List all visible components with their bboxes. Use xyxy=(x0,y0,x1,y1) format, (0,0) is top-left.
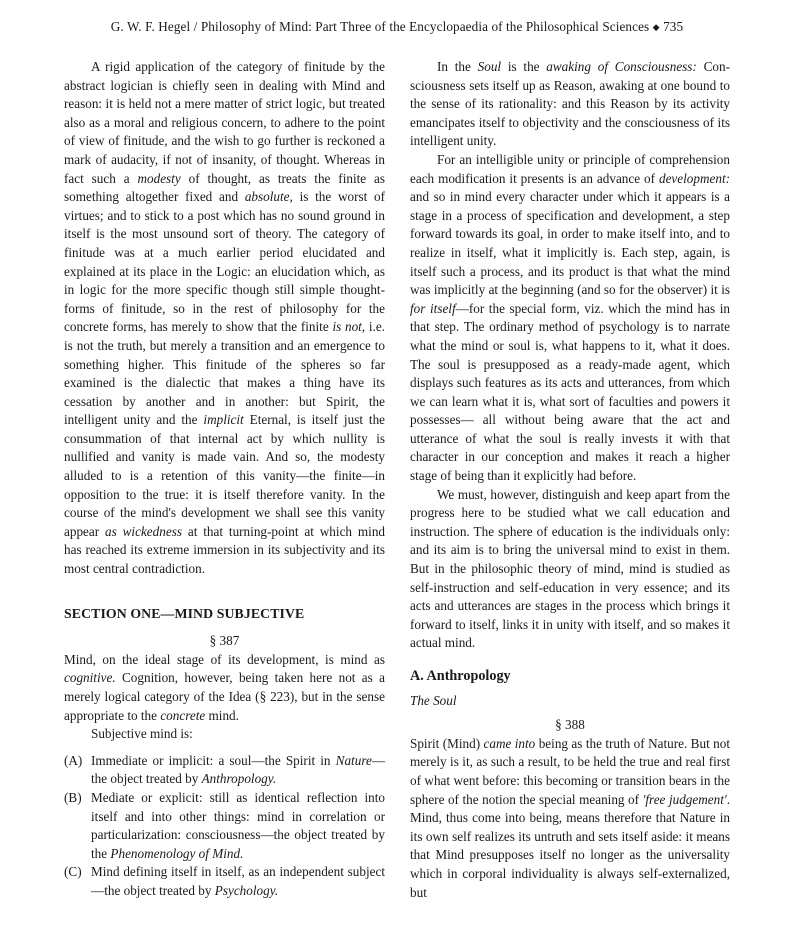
subjective-mind-list xyxy=(64,752,385,901)
paragraph-education: We must, however, distinguish and keep apart from the progress here to be studied what we call education and instruction. The sphere of education is the individuals only: and its aim is to bring the universal mind to exist in them. But in the philosophic theory of mind, mind is studied as self-instruction and self-education in very essence; and its acts and utterances are stages in the process which brings it forward to itself, links it in unity with itself, and so makes it actual mind. xyxy=(410,486,730,651)
paragraph-subjective-mind: Subjective mind is: xyxy=(91,726,193,742)
paragraph-mind-cognitive: Mind, on the ideal stage of its development, is mind as cognitive. Cognition, however, being taken here not as a merely logical category of the Idea (§ 223), but in the sense appropriate to the concrete mind. xyxy=(64,651,386,723)
page-number: 735 xyxy=(663,19,684,34)
paragraph-spirit-nature: Spirit (Mind) came into being as the truth of Nature. But not merely is it, as such a result, to be held the true and real first of what went before: this becoming or transition bears in the sphere of the notion the special meaning of 'free judgement'. Mind, thus come into being, means therefore that Nature in its own self realizes its untruth and sets itself aside: it means that Mind presupposes itself no longer as the universality which in corporal individuality is always self-externalized, but xyxy=(410,735,731,900)
paragraph-number-387: § 387 xyxy=(209,633,240,649)
right-column xyxy=(410,58,730,902)
paragraph-development: For an intelligible unity or principle of comprehension each modification it presents is an advance of development: and so in mind every character under which it appears is a stage in a process of specification and development, a step forward towards its goal, in order to make itself into, and to realize in itself, what it implicitly is. Each step, again, is itself such a process, and its product is that what the mind was implicitly at the beginning (and so for the observer) it is for itself—for the special form, viz. which the mind has in that step. The ordinary method of psychology is to narrate what the mind or soul is, what happens to it, what it does. The soul is presupposed as a ready-made agent, which displays such features as its acts and utterances, from which we can learn what it is, what sort of faculties and powers it possesses— all without being aware that the act and utterance of what the soul is really invests it with that character in our conception and makes it reach a higher stage of being than it explicitly had before. xyxy=(410,151,730,484)
running-head-title: G. W. F. Hegel / Philosophy of Mind: Part Three of the Encyclopaedia of the Philosophical Sciences xyxy=(110,19,650,34)
list-item: (A) Immediate or implicit: a soul—the Spirit in Nature—the object treated by Anthropology. xyxy=(64,752,386,787)
running-head xyxy=(0,18,794,38)
subsection-heading-soul: The Soul xyxy=(410,692,457,708)
left-column xyxy=(64,58,385,901)
paragraph-finitude: A rigid application of the category of finitude by the abstract logician is chiefly seen in dealing with Mind and reason: it is held not a mere matter of strict logic, but treated also as a moral and religious concern, to adhere to the point of view of finitude, and the wish to go further is reckoned a mark of audacity, if not of insanity, of thought. Whereas in fact such a modesty of thought, as treats the finite as something altogether fixed and absolute, is the worst of virtues; and to stick to a post which has no sound ground in itself is the most unsound sort of theory. The category of finitude was at a much earlier period elucidated and explained at its place in the Logic: an elucidation which, as in logic for the more specific though still simple thought-forms of finitude, so in the rest of philosophy for the concrete forms, has merely to show that the finite is not, i.e. is not the truth, but merely a transition and an emergence to something higher. This finitude of the spheres so far examined is the dialectic that makes a thing have its cessation by another and in another: but Spirit, the intelligent unity and the implicit Eternal, is itself just the consummation of that internal act by which nullity is nullified and vanity is made vain. And so, the modesty alluded to is a retention of this vanity—the finite—in opposition to the true: it is itself therefore vanity. In the course of the mind's development we shall see this vanity appear as wickedness at that turning-point at which mind has reached its extreme immersion in its subjectivity and its most central contradiction. xyxy=(64,59,386,577)
subsection-heading-anthropology: A. Anthropology xyxy=(410,668,511,684)
section-heading: SECTION ONE—MIND SUBJECTIVE xyxy=(64,605,305,621)
list-item: (C) Mind defining itself in itself, as an independent subject—the object treated by Psychology. xyxy=(64,864,385,898)
paragraph-number-388: § 388 xyxy=(555,717,585,733)
diamond-icon: ◆ xyxy=(652,22,660,32)
list-item: (B) Mediate or explicit: still as identical reflection into itself and into other things: mind in correlation or particularization: consciousness—the object treated by the Phenomenology of Mind. xyxy=(64,789,385,861)
paragraph-soul-awaking: In the Soul is the awaking of Consciousness: Consciousness sets itself up as Reason, awaking at one bound to the sense of its rationality: and this Reason by its activity emancipates itself to objectivity and the consciousness of its intelligent unity. xyxy=(410,59,730,149)
